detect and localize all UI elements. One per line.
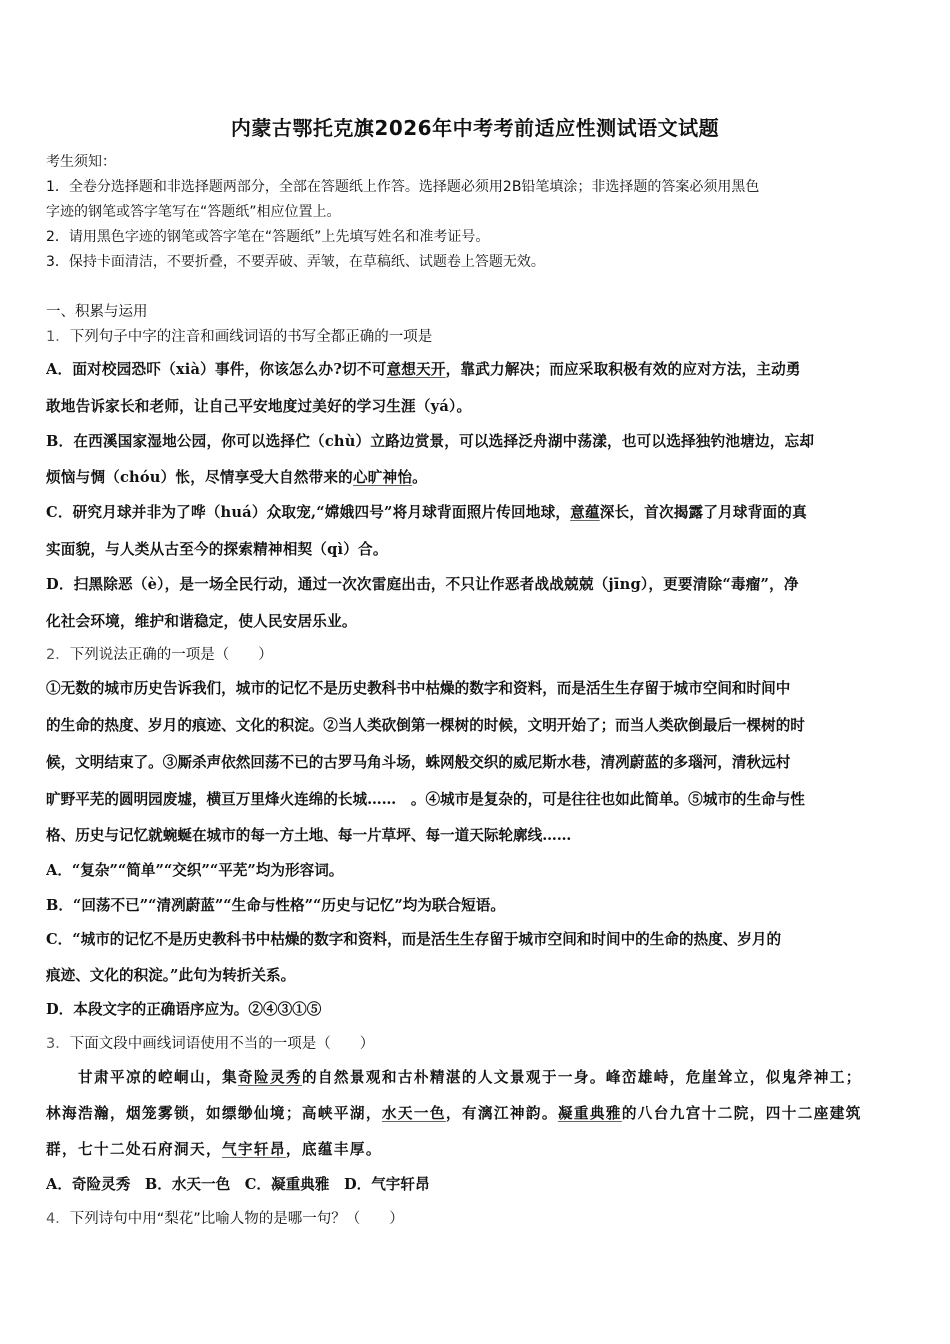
q1-option-c — [46, 503, 908, 523]
question-4-stem — [46, 1209, 908, 1229]
q2-option-a: A．“复杂”“简单”“交织”“平芜”均为形容词。 — [46, 862, 344, 879]
question-number: 1． — [46, 329, 70, 345]
q2-option-c-cont: 痕迹、文化的积淀。”此句为转折关系。 — [46, 967, 296, 984]
q1-option-b: B．在西溪国家湿地公园，你可以选择伫（chù）立路边赏景，可以选择泛舟湖中荡漾，也可以选择独钓池塘边，忘却 — [46, 433, 815, 450]
underlined-word: 凝重典雅 — [557, 1105, 622, 1122]
underlined-word: 气宇轩昂 — [221, 1141, 286, 1158]
q1-option-b-cont — [46, 468, 908, 488]
q2-passage-line: 的生命的热度、岁月的痕迹、文化的积淀。②当人类砍倒第一棵树的时候，文明开始了；而当人类砍倒最后一棵树的时 — [46, 717, 805, 734]
passage-text: 甘肃平凉的崆峒山，集 — [78, 1069, 238, 1086]
option-text: C．研究月球并非为了哗（huá）众取宠,“嫦娥四号”将月球背面照片传回地球， — [46, 504, 571, 521]
question-1-stem — [46, 327, 908, 347]
question-2-stem — [46, 645, 908, 665]
q3-passage-line — [46, 1104, 908, 1124]
underlined-word: 奇险灵秀 — [237, 1069, 302, 1086]
underlined-word: 水天一色 — [381, 1105, 446, 1122]
q3-passage-line — [46, 1068, 908, 1088]
passage-text: ，底蕴丰厚。 — [285, 1141, 382, 1158]
question-number: 4． — [46, 1211, 70, 1227]
q3-passage-line — [46, 1140, 908, 1160]
option-text: A．面对校园恐吓（xià）事件，你该怎么办?切不可 — [46, 361, 387, 378]
notice-item-1-cont: 字迹的钢笔或答字笔写在“答题纸”相应位置上。 — [46, 204, 341, 220]
q2-passage-line: 候，文明结束了。③厮杀声依然回荡不已的古罗马角斗场，蛛网般交织的威尼斯水巷，清冽蔚蓝的多瑙河，清秋远村 — [46, 754, 791, 771]
notice-item-1: 1．全卷分选择题和非选择题两部分，全部在答题纸上作答。选择题必须用2B铅笔填涂；非选择题的答案必须用黑色 — [46, 179, 760, 195]
option-text: 深长，首次揭露了月球背面的真 — [599, 504, 807, 521]
question-3-stem — [46, 1034, 908, 1054]
q1-option-c-cont: 实面貌，与人类从古至今的探索精神相契（qì）合。 — [46, 541, 388, 558]
passage-text: 的自然景观和古朴精湛的人文景观于一身。峰峦雄峙，危崖耸立，似鬼斧神工； — [301, 1069, 862, 1086]
q1-option-a-cont: 敢地告诉家长和老师，让自己平安地度过美好的学习生涯（yá）。 — [46, 398, 472, 415]
q2-option-c: C．“城市的记忆不是历史教科书中枯燥的数字和资料，而是活生生存留于城市空间和时间中的生命的热度、岁月的 — [46, 931, 782, 948]
question-number: 3． — [46, 1036, 70, 1052]
q1-option-a — [46, 360, 908, 380]
option-text: 。 — [412, 469, 427, 486]
notice-heading: 考生须知： — [46, 154, 116, 170]
question-text: 下面文段中画线词语使用不当的一项是（ ） — [69, 1036, 375, 1052]
notice-item-2: 2．请用黑色字迹的钢笔或答字笔在“答题纸”上先填写姓名和准考证号。 — [46, 229, 490, 245]
underlined-word: 意蕴 — [570, 504, 600, 521]
question-number: 2． — [46, 647, 70, 663]
q2-option-d: D．本段文字的正确语序应为。②④③①⑤ — [46, 1001, 322, 1018]
q1-option-d-cont: 化社会环境，维护和谐稳定，使人民安居乐业。 — [46, 613, 357, 630]
underlined-word: 意想天开 — [386, 361, 446, 378]
notice-item-3: 3．保持卡面清洁，不要折叠，不要弄破、弄皱，在草稿纸、试题卷上答题无效。 — [46, 254, 545, 270]
q2-passage-line: 格、历史与记忆就蜿蜒在城市的每一方土地、每一片草坪、每一道天际轮廓线…… — [46, 827, 572, 844]
passage-text: 的八台九宫十二院，四十二座建筑 — [621, 1105, 862, 1122]
option-text: 烦恼与惆（chóu）怅，尽情享受大自然带来的 — [46, 469, 353, 486]
passage-text: ，有漓江神韵。 — [445, 1105, 558, 1122]
section-heading: 一、积累与运用 — [46, 304, 148, 320]
question-text: 下列说法正确的一项是（ ） — [69, 647, 273, 663]
q3-options: A．奇险灵秀 B．水天一色 C．凝重典雅 D．气宇轩昂 — [46, 1176, 430, 1193]
q2-passage-line: 旷野平芜的圆明园废墟，横亘万里烽火连绵的长城…… 。④城市是复杂的，可是往往也如此简单。⑤城市的生命与性 — [46, 791, 805, 808]
question-text: 下列诗句中用“梨花”比喻人物的是哪一句？（ ） — [69, 1211, 404, 1227]
q2-passage-line: ①无数的城市历史告诉我们，城市的记忆不是历史教科书中枯燥的数字和资料，而是活生生存留于城市空间和时间中 — [46, 680, 791, 697]
q1-option-d: D．扫黑除恶（è），是一场全民行动，通过一次次雷庭出击，不只让作恶者战战兢兢（jīng），更要清除“毒瘤”，净 — [46, 576, 799, 593]
page-title: 内蒙古鄂托克旗2026年中考考前适应性测试语文试题 — [230, 116, 720, 140]
passage-text: 群，七十二处石府洞天， — [46, 1141, 222, 1158]
underlined-word: 心旷神怡 — [352, 469, 413, 486]
q2-option-b: B．“回荡不已”“清冽蔚蓝”“生命与性格”“历史与记忆”均为联合短语。 — [46, 897, 505, 914]
question-text: 下列句子中字的注音和画线词语的书写全都正确的一项是 — [69, 329, 433, 345]
option-text: ，靠武力解决；而应采取积极有效的应对方法，主动勇 — [445, 361, 801, 378]
passage-text: 林海浩瀚，烟笼雾锁，如缥缈仙境；高峡平湖， — [46, 1105, 382, 1122]
